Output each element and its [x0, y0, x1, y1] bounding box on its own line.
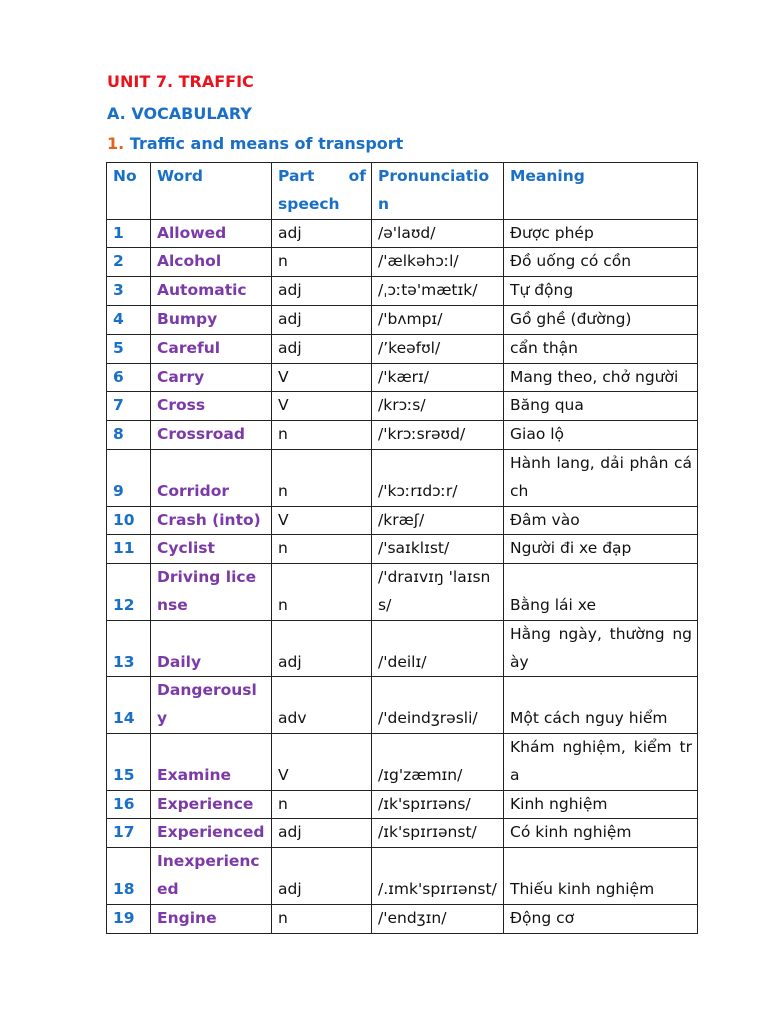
row-part-of-speech: V	[272, 363, 372, 392]
row-number: 8	[107, 421, 151, 450]
row-number: 12	[107, 564, 151, 621]
row-word: Carry	[151, 363, 272, 392]
subsection-heading	[107, 134, 403, 153]
row-pronunciation: /ə'laʊd/	[372, 219, 504, 248]
row-part-of-speech: adj	[272, 848, 372, 905]
header-pos-line1: Part of	[278, 167, 366, 185]
row-pronunciation: /'kɔːrɪdɔːr/	[372, 449, 504, 506]
row-pronunciation: /ɪk'spɪrɪəns/	[372, 790, 504, 819]
row-meaning: Mang theo, chở người	[504, 363, 698, 392]
row-word: Automatic	[151, 277, 272, 306]
row-meaning: Hành lang, dải phân cách	[504, 449, 698, 506]
row-number: 11	[107, 535, 151, 564]
row-part-of-speech: adj	[272, 819, 372, 848]
row-meaning: Gồ ghề (đường)	[504, 305, 698, 334]
row-part-of-speech: n	[272, 790, 372, 819]
row-part-of-speech: adj	[272, 277, 372, 306]
table-row	[107, 677, 698, 734]
row-meaning: Băng qua	[504, 392, 698, 421]
section-heading	[107, 104, 252, 123]
table-row	[107, 819, 698, 848]
header-pronunciation: Pronunciation	[372, 163, 504, 220]
row-part-of-speech: V	[272, 506, 372, 535]
row-number: 3	[107, 277, 151, 306]
row-pronunciation: /ɪk'spɪrɪənst/	[372, 819, 504, 848]
row-number: 15	[107, 733, 151, 790]
row-part-of-speech: n	[272, 904, 372, 933]
row-pronunciation: /ɪg'zæmɪn/	[372, 733, 504, 790]
row-word: Driving license	[151, 564, 272, 621]
row-meaning: Một cách nguy hiểm	[504, 677, 698, 734]
row-word: Careful	[151, 334, 272, 363]
row-meaning: Hằng ngày, thường ngày	[504, 620, 698, 677]
row-meaning: Tự động	[504, 277, 698, 306]
row-word: Dangerously	[151, 677, 272, 734]
row-word: Bumpy	[151, 305, 272, 334]
vocabulary-table	[106, 162, 698, 934]
row-part-of-speech: adv	[272, 677, 372, 734]
row-part-of-speech: n	[272, 535, 372, 564]
row-meaning: cẩn thận	[504, 334, 698, 363]
row-part-of-speech: adj	[272, 305, 372, 334]
header-pos-line2: speech	[278, 194, 340, 213]
unit-title: UNIT 7. TRAFFIC	[107, 72, 254, 91]
row-meaning: Bằng lái xe	[504, 564, 698, 621]
row-number: 13	[107, 620, 151, 677]
table-row	[107, 620, 698, 677]
table-row	[107, 248, 698, 277]
table-row	[107, 421, 698, 450]
row-word: Examine	[151, 733, 272, 790]
row-pronunciation: /'ælkəhɔːl/	[372, 248, 504, 277]
table-row	[107, 564, 698, 621]
table-row	[107, 535, 698, 564]
row-pronunciation: /krɔːs/	[372, 392, 504, 421]
row-part-of-speech: V	[272, 733, 372, 790]
table-row	[107, 334, 698, 363]
table-row	[107, 392, 698, 421]
row-word: Corridor	[151, 449, 272, 506]
subsection-number: 1.	[107, 134, 125, 153]
row-word: Crash (into)	[151, 506, 272, 535]
row-pronunciation: /kræʃ/	[372, 506, 504, 535]
row-meaning: Giao lộ	[504, 421, 698, 450]
row-word: Alcohol	[151, 248, 272, 277]
row-pronunciation: /'saɪklɪst/	[372, 535, 504, 564]
row-pronunciation: /ˌɔːtə'mætɪk/	[372, 277, 504, 306]
row-meaning: Có kinh nghiệm	[504, 819, 698, 848]
row-pronunciation: /'deindʒrəsli/	[372, 677, 504, 734]
row-meaning: Được phép	[504, 219, 698, 248]
row-meaning: Người đi xe đạp	[504, 535, 698, 564]
row-part-of-speech: adj	[272, 620, 372, 677]
row-number: 10	[107, 506, 151, 535]
table-row	[107, 848, 698, 905]
row-meaning: Kinh nghiệm	[504, 790, 698, 819]
table-row	[107, 790, 698, 819]
row-number: 6	[107, 363, 151, 392]
row-part-of-speech: n	[272, 248, 372, 277]
row-pronunciation: /'endʒɪn/	[372, 904, 504, 933]
row-part-of-speech: adj	[272, 334, 372, 363]
table-row	[107, 305, 698, 334]
row-meaning: Khám nghiệm, kiểm tra	[504, 733, 698, 790]
table-row	[107, 363, 698, 392]
row-part-of-speech: n	[272, 564, 372, 621]
row-number: 17	[107, 819, 151, 848]
table-header-row	[107, 163, 698, 220]
row-pronunciation: /'bʌmpɪ/	[372, 305, 504, 334]
row-number: 1	[107, 219, 151, 248]
row-word: Crossroad	[151, 421, 272, 450]
header-part-of-speech	[272, 163, 372, 220]
row-number: 14	[107, 677, 151, 734]
table-row	[107, 449, 698, 506]
row-meaning: Động cơ	[504, 904, 698, 933]
row-number: 9	[107, 449, 151, 506]
row-word: Allowed	[151, 219, 272, 248]
subsection-label: Traffic and means of transport	[124, 134, 404, 153]
header-meaning: Meaning	[504, 163, 698, 220]
row-word: Cross	[151, 392, 272, 421]
table-row	[107, 904, 698, 933]
header-word: Word	[151, 163, 272, 220]
row-meaning: Đâm vào	[504, 506, 698, 535]
row-word: Inexperienced	[151, 848, 272, 905]
row-number: 5	[107, 334, 151, 363]
row-meaning: Thiếu kinh nghiệm	[504, 848, 698, 905]
row-part-of-speech: n	[272, 449, 372, 506]
row-word: Daily	[151, 620, 272, 677]
table-row	[107, 733, 698, 790]
header-no: No	[107, 163, 151, 220]
row-pronunciation: /'draɪvɪŋ 'laɪsns/	[372, 564, 504, 621]
row-number: 19	[107, 904, 151, 933]
table-row	[107, 219, 698, 248]
section-number: A.	[107, 104, 126, 123]
row-number: 7	[107, 392, 151, 421]
row-number: 4	[107, 305, 151, 334]
row-pronunciation: /'deilɪ/	[372, 620, 504, 677]
row-part-of-speech: adj	[272, 219, 372, 248]
row-number: 2	[107, 248, 151, 277]
row-part-of-speech: n	[272, 421, 372, 450]
table-row	[107, 277, 698, 306]
table-row	[107, 506, 698, 535]
row-meaning: Đồ uống có cồn	[504, 248, 698, 277]
row-word: Engine	[151, 904, 272, 933]
row-number: 16	[107, 790, 151, 819]
row-pronunciation: /'kærɪ/	[372, 363, 504, 392]
row-word: Experienced	[151, 819, 272, 848]
row-part-of-speech: V	[272, 392, 372, 421]
section-label: VOCABULARY	[125, 104, 252, 123]
row-word: Cyclist	[151, 535, 272, 564]
row-pronunciation: /'krɔːsrəʊd/	[372, 421, 504, 450]
row-word: Experience	[151, 790, 272, 819]
row-number: 18	[107, 848, 151, 905]
row-pronunciation: /.ɪmk'spɪrɪənst/	[372, 848, 504, 905]
row-pronunciation: /’keəfʊl/	[372, 334, 504, 363]
